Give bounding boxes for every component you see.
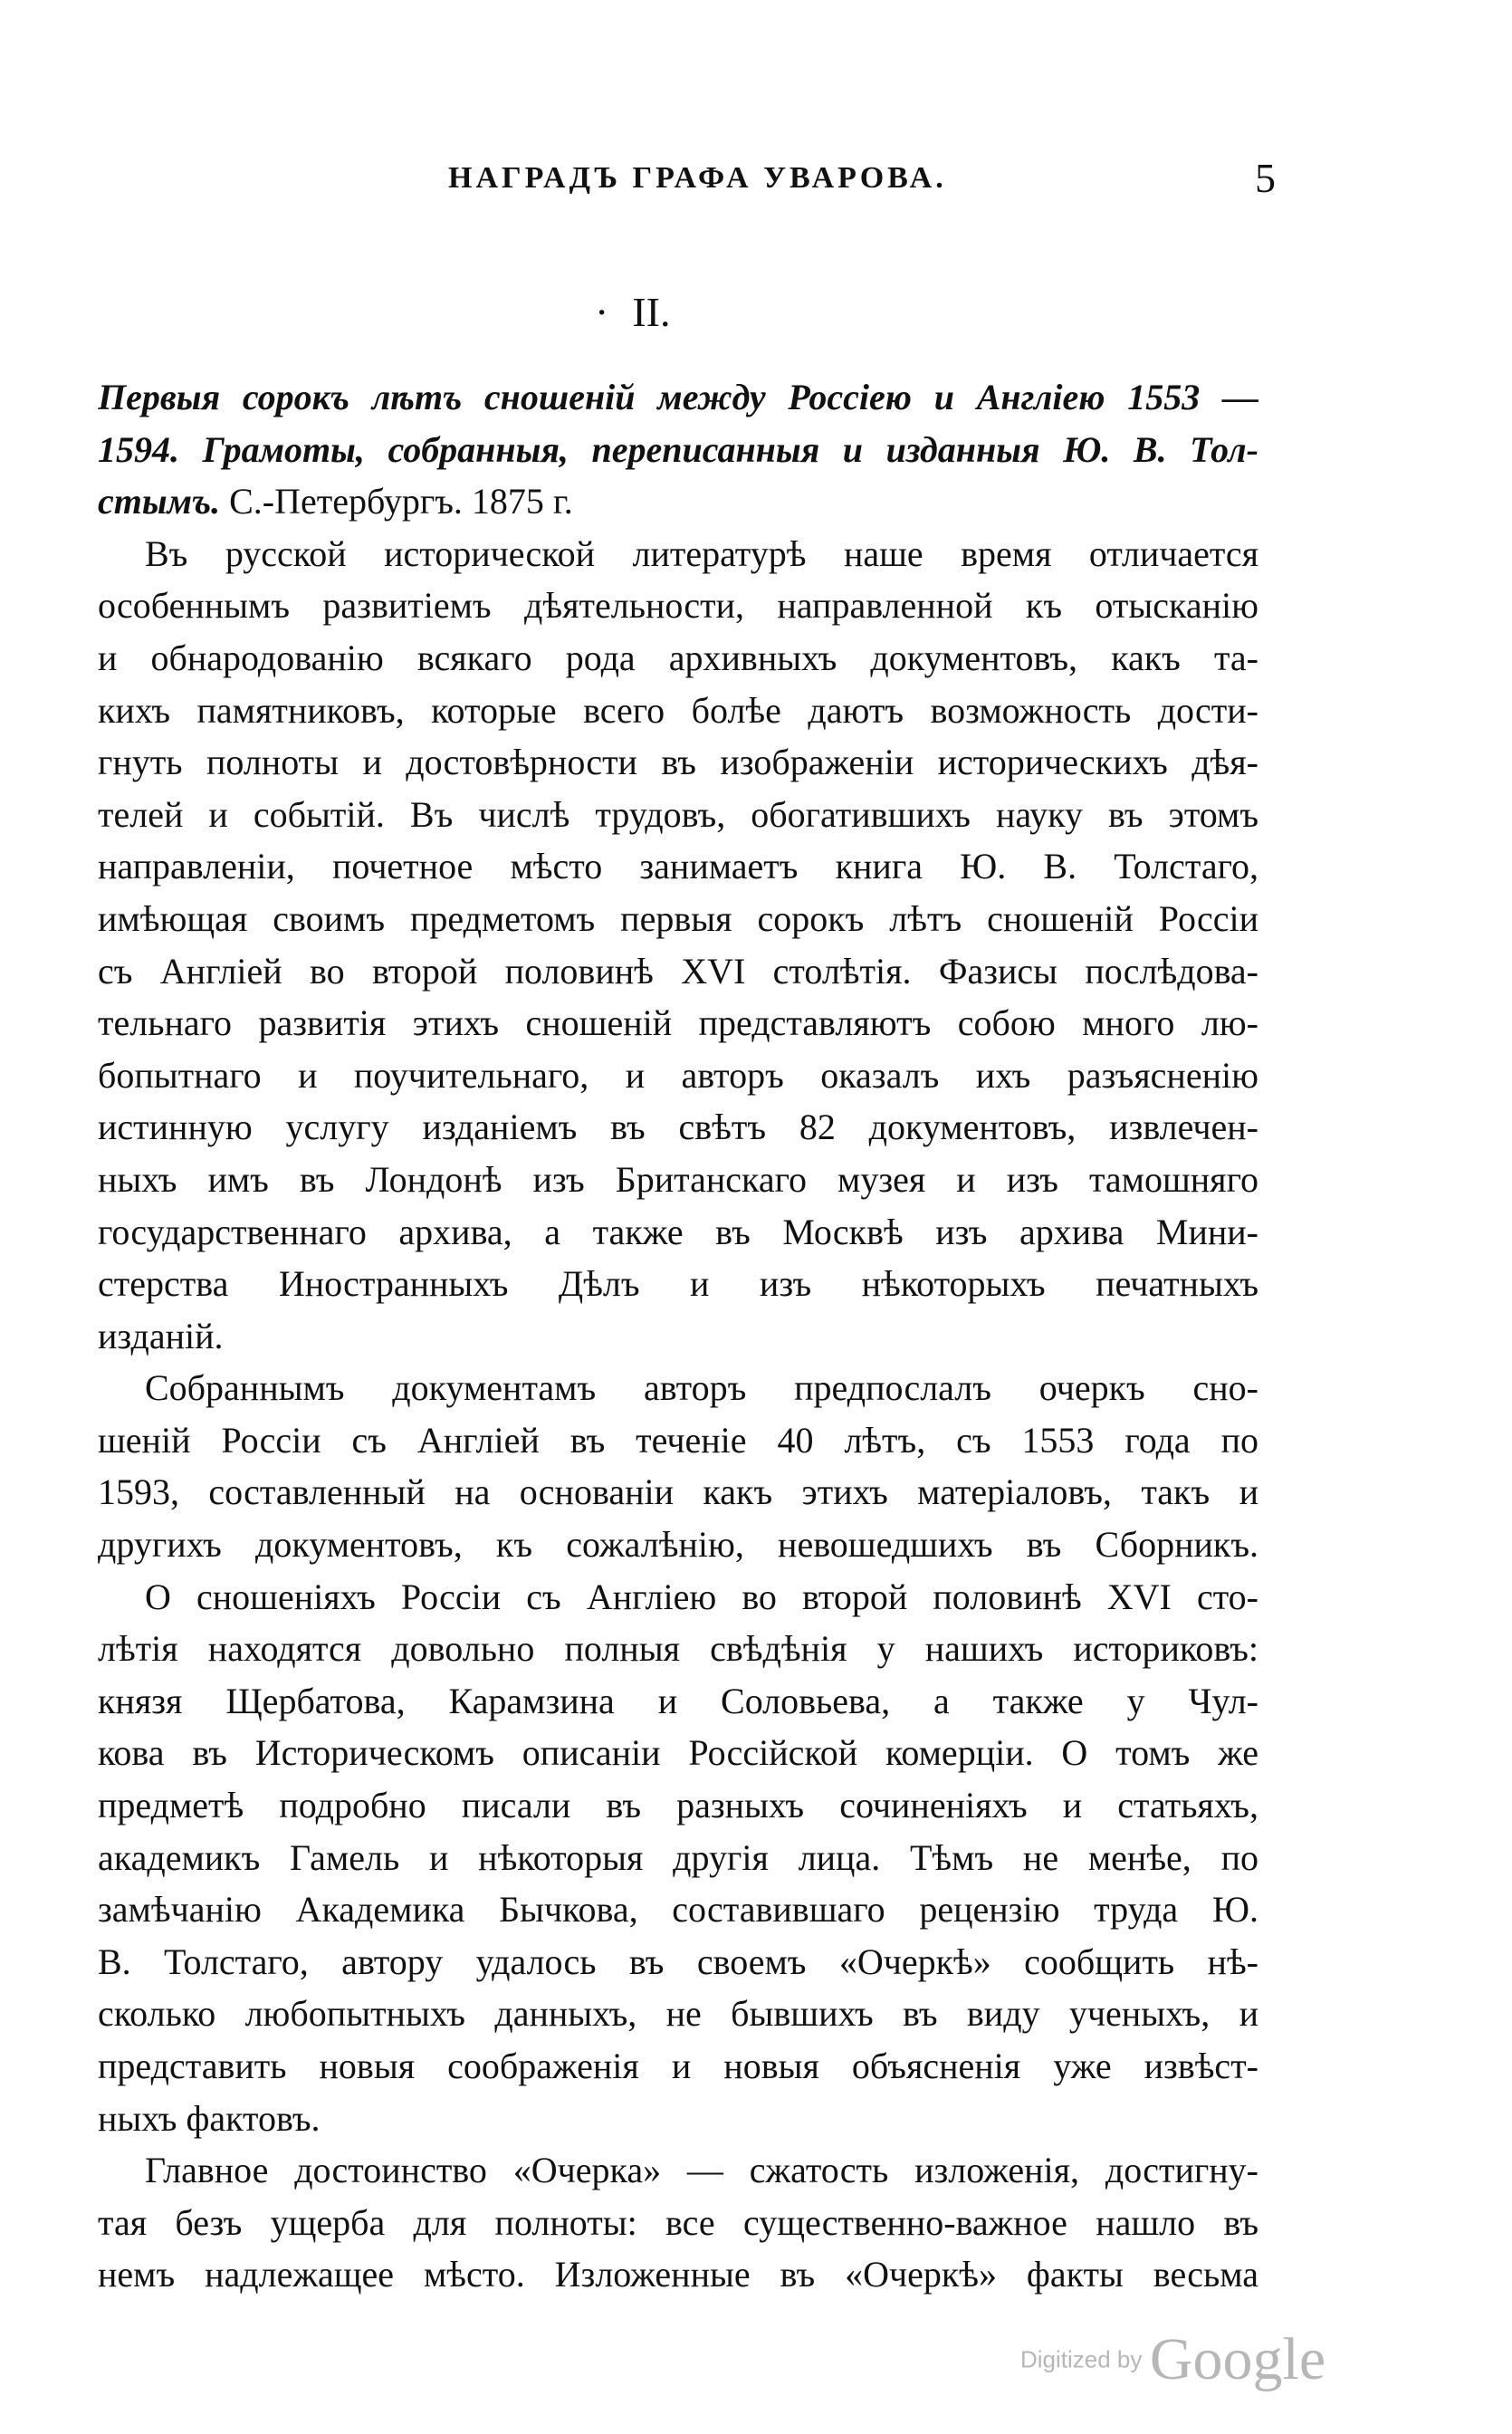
text-line: немъ надлежащее мѣсто. Изложенные въ «Очеркѣ» факты весьма: [98, 2254, 1258, 2295]
text-line: О сношеніяхъ Россіи съ Англіею во второй половинѣ XVI сто-: [145, 1576, 1258, 1617]
page-number: 5: [1255, 155, 1276, 201]
text-line: кихъ памятниковъ, которые всего болѣе даютъ возможность дости-: [98, 689, 1258, 731]
text-line: государственнаго архива, а также въ Москвѣ изъ архива Мини-: [98, 1211, 1258, 1252]
text-line: сколько любопытныхъ данныхъ, не бывшихъ въ виду ученыхъ, и: [98, 1993, 1258, 2035]
text-line: стерства Иностранныхъ Дѣлъ и изъ нѣкоторыхъ печатныхъ: [98, 1263, 1258, 1305]
text-line: тая безъ ущерба для полноты: все существенно-важное нашло въ: [98, 2201, 1258, 2243]
text-line: и обнародованію всякаго рода архивныхъ документовъ, какъ та-: [98, 637, 1258, 678]
text-line: замѣчанію Академика Бычкова, составившаго рецензію труда Ю.: [98, 1889, 1258, 1931]
text-line: Въ русской исторической литературѣ наше время отличается: [145, 532, 1258, 574]
text-line: князя Щербатова, Карамзина и Соловьева, а также у Чул-: [98, 1680, 1258, 1721]
paragraph-3: [98, 1571, 1258, 2145]
citation-place-date: С.-Петербургъ. 1875 г.: [220, 481, 573, 522]
text-line: гнуть полноты и достовѣрности въ изображеніи историческихъ дѣя-: [98, 742, 1258, 783]
text-line: академикъ Гамель и нѣкоторыя другія лица. Тѣмъ не менѣе, по: [98, 1836, 1258, 1878]
section-dot: ·: [595, 289, 609, 335]
text-line: истинную услугу изданіемъ въ свѣтъ 82 документовъ, извлечен-: [98, 1107, 1258, 1148]
text-line: Главное достоинство «Очерка» — сжатость изложенія, достигну-: [145, 2150, 1258, 2191]
text-line: Собраннымъ документамъ авторъ предпослалъ очеркъ сно-: [145, 1367, 1258, 1409]
citation-line: 1594. Грамоты, собранныя, переписанныя и изданныя Ю. В. Тол-: [98, 428, 1258, 470]
text-line: В. Толстаго, автору удалось въ своемъ «Очеркѣ» сообщить нѣ-: [98, 1940, 1258, 1982]
paragraph-1: [98, 528, 1258, 1363]
citation-author: стымъ.: [98, 481, 221, 522]
text-line: кова въ Историческомъ описаніи Россійской комерціи. О томъ же: [98, 1732, 1258, 1774]
text-line: изданій.: [98, 1315, 224, 1356]
watermark-prefix: Digitized by: [1020, 2345, 1143, 2373]
digitized-by-watermark: [1020, 2325, 1325, 2394]
citation: [98, 371, 1258, 528]
text-line: предметѣ подробно писали въ разныхъ сочиненіяхъ и статьяхъ,: [98, 1785, 1258, 1826]
text-line: телей и событій. Въ числѣ трудовъ, обогатившихъ науку въ этомъ: [98, 793, 1258, 835]
paragraph-2: [98, 1362, 1258, 1570]
text-line: ныхъ фактовъ.: [98, 2097, 321, 2139]
text-line: представить новыя соображенія и новыя объясненія уже извѣст-: [98, 2046, 1258, 2086]
text-line: особеннымъ развитіемъ дѣятельности, направленной къ отысканію: [98, 585, 1258, 627]
paragraph-4: [98, 2144, 1258, 2301]
citation-line: [98, 475, 1258, 528]
text-line: 1593, составленный на основаніи какъ этихъ матеріаловъ, такъ и: [98, 1471, 1258, 1513]
body-text: [98, 371, 1258, 2301]
section-numeral: II.: [632, 289, 671, 335]
text-line: лѣтія находятся довольно полныя свѣдѣнія у нашихъ историковъ:: [98, 1628, 1258, 1670]
text-line: тельнаго развитія этихъ сношеній представляютъ собою много лю-: [98, 1002, 1258, 1044]
text-line: ныхъ имъ въ Лондонѣ изъ Британскаго музея и изъ тамошняго: [98, 1158, 1258, 1200]
text-line: съ Англіей во второй половинѣ XVI столѣтія. Фазисы послѣдова-: [98, 950, 1258, 992]
watermark-brand: Google: [1149, 2326, 1326, 2392]
text-line: имѣющая своимъ предметомъ первыя сорокъ лѣтъ сношеній Россіи: [98, 897, 1258, 939]
text-line: шеній Россіи съ Англіей въ теченіе 40 лѣтъ, съ 1553 года по: [98, 1419, 1258, 1461]
text-line: другихъ документовъ, къ сожалѣнію, невошедшихъ въ Сборникъ.: [98, 1524, 1258, 1566]
text-line: направленіи, почетное мѣсто занимаетъ книга Ю. В. Толстаго,: [98, 846, 1258, 887]
citation-line: Первыя сорокъ лѣтъ сношеній между Россіею и Англіею 1553 —: [98, 377, 1258, 417]
running-title: НАГРАДЪ ГРАФА УВАРОВА.: [448, 161, 947, 195]
text-line: бопытнаго и поучительнаго, и авторъ оказалъ ихъ разъясненію: [98, 1054, 1258, 1096]
section-heading: [595, 288, 670, 336]
